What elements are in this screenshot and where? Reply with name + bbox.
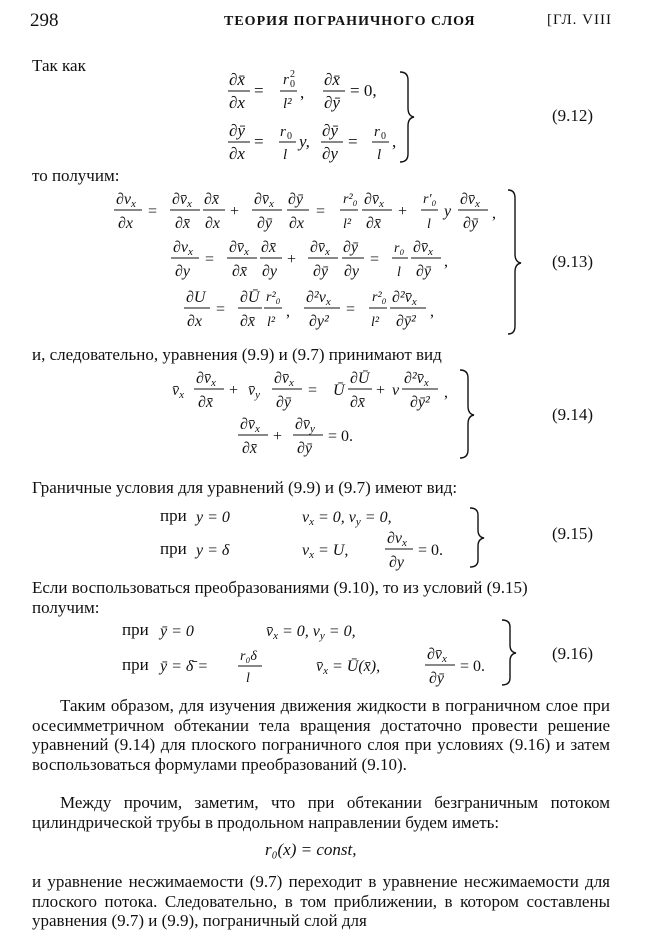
svg-text:∂x: ∂x bbox=[118, 215, 134, 232]
svg-text:+: + bbox=[287, 251, 297, 268]
svg-text:+: + bbox=[376, 382, 386, 399]
svg-text:+: + bbox=[273, 428, 283, 445]
paragraph-1: Таким образом, для изучения движения жидкости в пограничном слое при осесимметричном обтекании тела вращения достаточно провести решение уравнений (9.14) для плоского пограничного слоя при условиях (9.16) и затем воспользоваться формулами преобразований (9.10). bbox=[32, 696, 610, 774]
svg-text:,: , bbox=[392, 132, 397, 151]
svg-text:l: l bbox=[377, 147, 382, 163]
text-granichnye: Граничные условия для уравнений (9.9) и (9.7) имеют вид: bbox=[32, 478, 458, 497]
svg-text:,: , bbox=[492, 205, 496, 222]
svg-text:,: , bbox=[444, 384, 448, 401]
page-number: 298 bbox=[30, 10, 59, 31]
svg-text:∂ȳ: ∂ȳ bbox=[288, 191, 304, 208]
svg-text:r′₀: r′₀ bbox=[423, 192, 437, 207]
svg-text:∂y²: ∂y² bbox=[309, 313, 329, 330]
svg-text:r²₀: r²₀ bbox=[266, 290, 281, 305]
svg-text:∂y: ∂y bbox=[175, 263, 191, 280]
svg-text:= 0.: = 0. bbox=[460, 658, 486, 675]
svg-text:r: r bbox=[280, 124, 286, 140]
svg-text:,: , bbox=[300, 83, 305, 102]
svg-text:ȳ = δ̄ =: ȳ = δ̄ = bbox=[160, 658, 209, 675]
formula-r0-const: r₀(x) = const, bbox=[265, 840, 357, 859]
svg-text:∂x̄: ∂x̄ bbox=[366, 215, 382, 232]
running-title: ТЕОРИЯ ПОГРАНИЧНОГО СЛОЯ bbox=[224, 14, 476, 29]
svg-text:= 0,: = 0, bbox=[350, 81, 377, 100]
svg-text:∂v̄x: ∂v̄x bbox=[364, 191, 384, 210]
svg-text:∂y: ∂y bbox=[322, 144, 338, 163]
svg-text:r: r bbox=[283, 72, 289, 88]
svg-text:∂v̄x: ∂v̄x bbox=[240, 416, 260, 435]
svg-text:=: = bbox=[148, 203, 158, 220]
equation-9-16 bbox=[158, 620, 516, 687]
svg-text:r²₀: r²₀ bbox=[343, 192, 358, 207]
svg-text:∂ȳ: ∂ȳ bbox=[324, 93, 340, 112]
svg-text:∂ȳ²: ∂ȳ² bbox=[396, 313, 416, 330]
svg-text:∂Ū: ∂Ū bbox=[240, 289, 260, 306]
svg-text:∂x̄: ∂x̄ bbox=[204, 191, 220, 208]
svg-text:∂x̄: ∂x̄ bbox=[242, 440, 258, 457]
svg-text:∂ȳ²: ∂ȳ² bbox=[410, 394, 430, 411]
svg-text:∂ȳ: ∂ȳ bbox=[276, 394, 292, 411]
svg-text:∂vx: ∂vx bbox=[387, 530, 407, 549]
paragraph-3: и уравнение несжимаемости (9.7) переходит в уравнение несжимаемости для плоского потока. Следовательно, в том приближении, в котором составлены уравнения (9.7) и (9.9), пограничный слой для bbox=[32, 872, 610, 931]
svg-text:r₀δ: r₀δ bbox=[240, 649, 257, 664]
svg-text:∂vx: ∂vx bbox=[116, 191, 136, 210]
svg-text:∂x̄: ∂x̄ bbox=[198, 394, 214, 411]
svg-text:l²: l² bbox=[371, 315, 380, 330]
svg-text:= 0.: = 0. bbox=[328, 428, 354, 445]
svg-text:y = 0: y = 0 bbox=[196, 509, 230, 526]
svg-text:∂x̄: ∂x̄ bbox=[240, 313, 256, 330]
label-pri-2: при bbox=[160, 539, 187, 558]
svg-text:=: = bbox=[316, 203, 326, 220]
svg-text:v̄x: v̄x bbox=[172, 382, 184, 401]
svg-text:∂ȳ: ∂ȳ bbox=[297, 440, 313, 457]
svg-text:l²: l² bbox=[343, 217, 352, 232]
svg-text:r: r bbox=[374, 124, 380, 140]
label-pri-1: при bbox=[160, 506, 187, 525]
svg-text:∂v̄x: ∂v̄x bbox=[427, 646, 447, 665]
svg-text:l: l bbox=[397, 265, 401, 280]
svg-text:v̄x = Ū(x̄),: v̄x = Ū(x̄), bbox=[316, 658, 381, 677]
svg-text:∂ȳ: ∂ȳ bbox=[257, 215, 273, 232]
equation-9-15 bbox=[194, 508, 484, 571]
svg-text:ν: ν bbox=[392, 382, 400, 399]
svg-text:,: , bbox=[286, 303, 290, 320]
svg-text:∂x: ∂x bbox=[205, 215, 221, 232]
svg-text:∂v̄x: ∂v̄x bbox=[460, 191, 480, 210]
svg-text:∂v̄x: ∂v̄x bbox=[310, 239, 330, 258]
svg-text:,: , bbox=[444, 253, 448, 270]
svg-text:∂x̄: ∂x̄ bbox=[175, 215, 191, 232]
svg-text:∂ȳ: ∂ȳ bbox=[322, 121, 338, 140]
svg-text:∂y: ∂y bbox=[262, 263, 278, 280]
svg-text:∂x̄: ∂x̄ bbox=[324, 70, 340, 89]
svg-text:y,: y, bbox=[299, 132, 310, 151]
svg-text:∂v̄x: ∂v̄x bbox=[274, 370, 294, 389]
svg-text:l: l bbox=[246, 671, 250, 686]
svg-text:0: 0 bbox=[287, 131, 292, 142]
svg-text:∂x: ∂x bbox=[229, 144, 245, 163]
svg-text:=: = bbox=[370, 251, 380, 268]
svg-text:∂ȳ: ∂ȳ bbox=[229, 121, 245, 140]
svg-text:=: = bbox=[205, 251, 215, 268]
equation-9-12 bbox=[228, 69, 414, 163]
svg-text:∂U: ∂U bbox=[186, 289, 206, 306]
svg-text:vx = U,: vx = U, bbox=[302, 542, 349, 561]
paragraph-2: Между прочим, заметим, что при обтекании безграничным потоком цилиндрической трубы в продольном направлении будем иметь: bbox=[32, 793, 610, 832]
svg-text:∂v̄y: ∂v̄y bbox=[295, 416, 315, 435]
svg-text:=: = bbox=[254, 81, 264, 100]
svg-text:∂v̄x: ∂v̄x bbox=[413, 239, 433, 258]
svg-text:∂x: ∂x bbox=[229, 93, 245, 112]
svg-text:∂y: ∂y bbox=[389, 554, 405, 571]
svg-text:y: y bbox=[444, 203, 452, 220]
label-pri-4: при bbox=[122, 655, 149, 674]
svg-text:∂x: ∂x bbox=[289, 215, 305, 232]
svg-text:vx = 0, vy = 0,: vx = 0, vy = 0, bbox=[302, 509, 392, 528]
svg-text:∂v̄x: ∂v̄x bbox=[196, 370, 216, 389]
svg-text:r²₀: r²₀ bbox=[372, 290, 387, 305]
svg-text:=: = bbox=[254, 132, 264, 151]
svg-text:2: 2 bbox=[290, 69, 295, 80]
text-tak-kak: Так как bbox=[32, 56, 86, 75]
text-to-poluchim: то получим: bbox=[32, 166, 120, 185]
svg-text:∂²v̄x: ∂²v̄x bbox=[392, 289, 417, 308]
svg-text:Ū: Ū bbox=[333, 382, 345, 399]
text-esli-line2: получим: bbox=[32, 598, 100, 617]
svg-text:∂x̄: ∂x̄ bbox=[261, 239, 277, 256]
svg-text:0: 0 bbox=[381, 131, 386, 142]
svg-text:ȳ = 0: ȳ = 0 bbox=[160, 623, 194, 640]
svg-text:∂ȳ: ∂ȳ bbox=[429, 670, 445, 687]
svg-text:∂x̄: ∂x̄ bbox=[232, 263, 248, 280]
svg-text:∂ȳ: ∂ȳ bbox=[416, 263, 432, 280]
svg-text:∂Ū: ∂Ū bbox=[350, 370, 370, 387]
text-i-sledovatelno: и, следовательно, уравнения (9.9) и (9.7) принимают вид bbox=[32, 345, 442, 364]
eq-number-9-12: (9.12) bbox=[552, 106, 594, 125]
svg-text:∂x: ∂x bbox=[187, 313, 203, 330]
svg-text:=: = bbox=[348, 132, 358, 151]
svg-text:∂v̄x: ∂v̄x bbox=[254, 191, 274, 210]
svg-text:+: + bbox=[398, 203, 408, 220]
svg-text:∂x̄: ∂x̄ bbox=[350, 394, 366, 411]
svg-text:∂v̄x: ∂v̄x bbox=[229, 239, 249, 258]
svg-text:∂ȳ: ∂ȳ bbox=[343, 239, 359, 256]
text-esli-line1: Если воспользоваться преобразованиями (9.10), то из условий (9.15) bbox=[32, 578, 528, 597]
eq-number-9-15: (9.15) bbox=[552, 524, 594, 543]
eq-number-9-14: (9.14) bbox=[552, 405, 594, 424]
svg-text:0: 0 bbox=[290, 79, 295, 90]
svg-text:∂vx: ∂vx bbox=[173, 239, 193, 258]
svg-text:∂ȳ: ∂ȳ bbox=[463, 215, 479, 232]
svg-text:∂²vx: ∂²vx bbox=[306, 289, 331, 308]
eq-number-9-16: (9.16) bbox=[552, 644, 594, 663]
svg-text:v̄x = 0, vy = 0,: v̄x = 0, vy = 0, bbox=[266, 623, 356, 642]
svg-text:l: l bbox=[283, 147, 288, 163]
svg-text:=: = bbox=[216, 301, 226, 318]
svg-text:=: = bbox=[308, 382, 318, 399]
label-pri-3: при bbox=[122, 620, 149, 639]
equation-9-13 bbox=[114, 190, 521, 334]
svg-text:∂x̄: ∂x̄ bbox=[229, 70, 245, 89]
svg-text:∂y: ∂y bbox=[344, 263, 360, 280]
svg-text:y = δ: y = δ bbox=[196, 542, 230, 559]
svg-text:v̄y: v̄y bbox=[248, 382, 260, 401]
svg-text:l²: l² bbox=[267, 315, 276, 330]
svg-text:l: l bbox=[427, 217, 431, 232]
eq-number-9-13: (9.13) bbox=[552, 252, 594, 271]
svg-text:= 0.: = 0. bbox=[418, 542, 444, 559]
svg-text:∂v̄x: ∂v̄x bbox=[172, 191, 192, 210]
svg-text:,: , bbox=[430, 303, 434, 320]
svg-text:+: + bbox=[229, 382, 239, 399]
svg-text:∂²v̄x: ∂²v̄x bbox=[404, 370, 429, 389]
svg-text:∂ȳ: ∂ȳ bbox=[313, 263, 329, 280]
svg-text:=: = bbox=[346, 301, 356, 318]
svg-text:l²: l² bbox=[283, 96, 292, 112]
equation-9-14 bbox=[172, 369, 474, 458]
chapter-label: [ГЛ. VIII bbox=[546, 12, 612, 28]
svg-text:+: + bbox=[230, 203, 240, 220]
svg-text:r₀: r₀ bbox=[394, 241, 405, 256]
